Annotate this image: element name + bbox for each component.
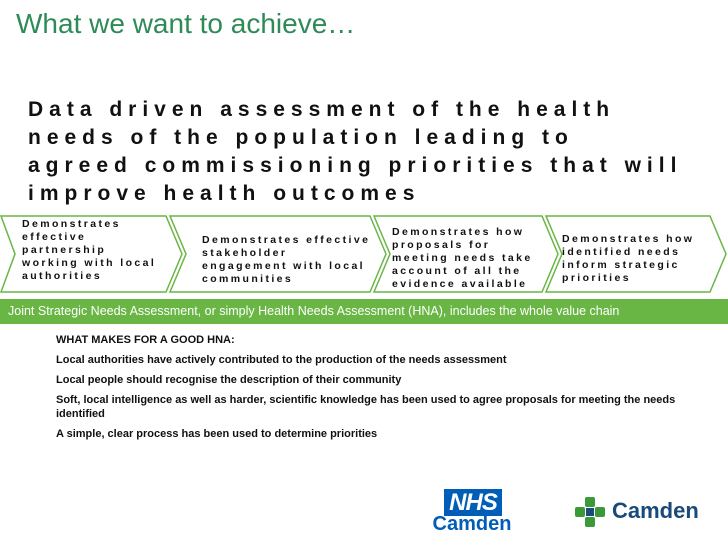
hna-criteria [56, 333, 676, 447]
headline: Data driven assessment of the health needs of the population leading to agreed commissioning priorities that will improve health outcomes [28, 98, 683, 205]
hna-point: A simple, clear process has been used to determine priorities [56, 428, 378, 440]
nhs-badge: NHS [444, 489, 502, 516]
nhs-org-name: Camden [432, 513, 512, 535]
council-name: Camden [612, 498, 699, 523]
slide-title: What we want to achieve… [16, 8, 356, 39]
hna-point: Soft, local intelligence as well as harder, scientific knowledge has been used to agree proposals for meeting the needs identified [56, 394, 676, 420]
camden-emblem-icon [574, 496, 606, 528]
hna-point: Local people should recognise the description of their community [56, 374, 402, 386]
value-chain-banner: Joint Strategic Needs Assessment, or simply Health Needs Assessment (HNA), includes the whole value chain [0, 299, 728, 324]
nhs-camden-logo [430, 487, 514, 537]
chevron-3-text: Demonstrates how proposals for meeting needs take account of all the evidence available [392, 226, 533, 290]
hna-heading: WHAT MAKES FOR A GOOD HNA: [56, 334, 235, 346]
chevron-4-text: Demonstrates how identified needs inform strategic priorities [562, 233, 695, 284]
hna-point: Local authorities have actively contributed to the production of the needs assessment [56, 354, 507, 366]
chevron-1-text: Demonstrates effective partnership working with local authorities [22, 218, 157, 282]
chevron-2-text: Demonstrates effective stakeholder engagement with local communities [202, 234, 371, 285]
camden-council-logo [574, 496, 714, 528]
